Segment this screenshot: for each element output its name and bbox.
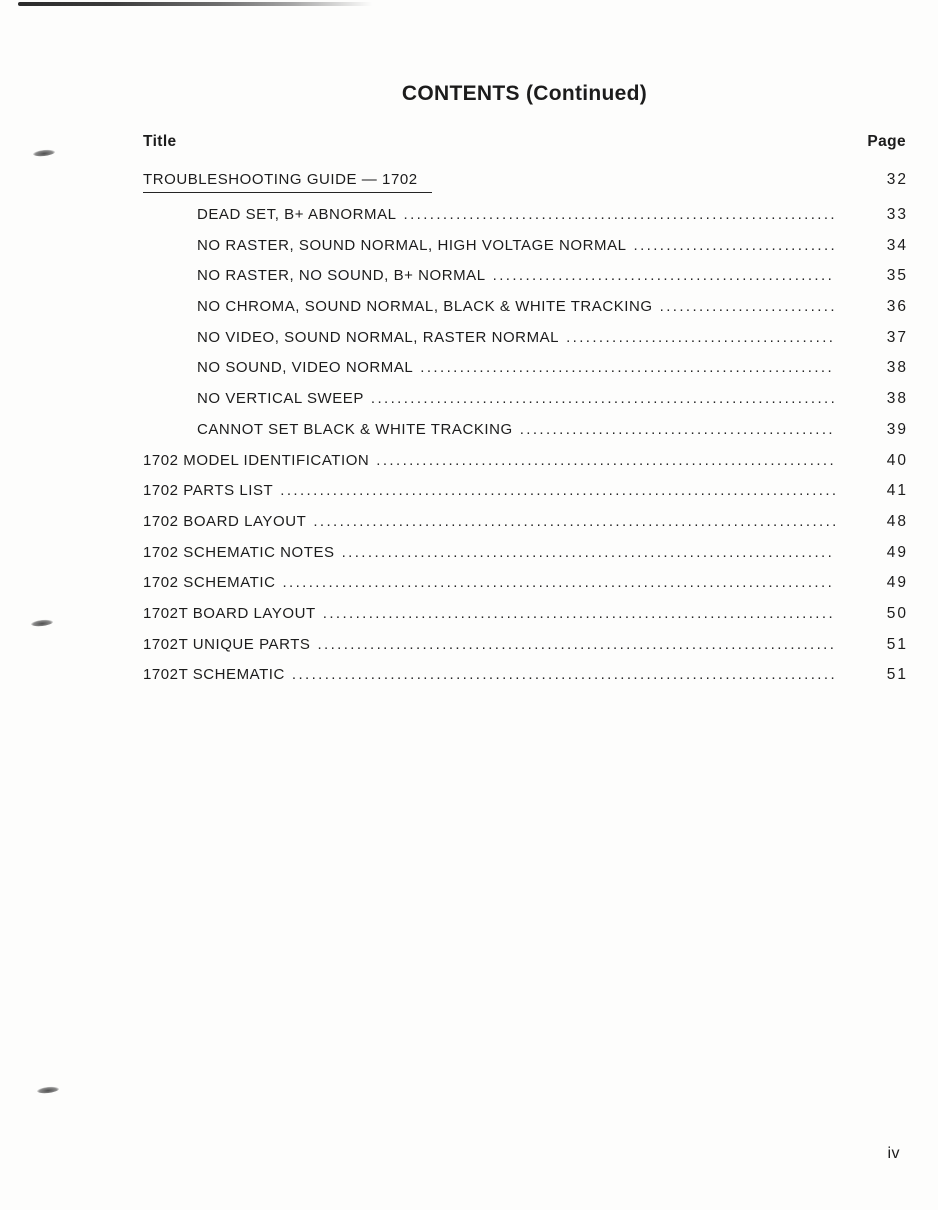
toc-entry-page: 50	[886, 604, 908, 622]
toc-entry-page: 41	[886, 482, 908, 500]
toc-entry-page: 38	[886, 359, 908, 377]
toc-entry-label: 1702 BOARD LAYOUT	[143, 512, 307, 530]
toc-entry-label: NO RASTER, SOUND NORMAL, HIGH VOLTAGE NORMAL	[197, 236, 627, 254]
toc-entry-page: 35	[886, 267, 908, 285]
toc-row	[143, 421, 906, 452]
toc-entry-page: 49	[886, 574, 908, 592]
toc-row	[143, 636, 906, 667]
dot-leader	[323, 605, 835, 622]
dot-leader	[566, 329, 835, 346]
toc-entry-page: 40	[886, 451, 908, 469]
dot-leader	[376, 452, 835, 469]
dot-leader	[282, 574, 835, 591]
toc-entry-page: 48	[886, 512, 908, 530]
toc-row	[143, 574, 906, 605]
dot-leader	[317, 636, 835, 653]
toc-row	[143, 359, 906, 390]
toc-row	[143, 298, 906, 329]
toc-section-row	[143, 171, 906, 206]
toc-row	[143, 390, 906, 421]
toc-entry-label: NO SOUND, VIDEO NORMAL	[197, 359, 414, 377]
toc-list	[143, 171, 906, 697]
toc-row	[143, 329, 906, 360]
toc-entry-page: 49	[886, 543, 908, 561]
dot-leader	[634, 237, 835, 254]
scan-artifact-margin-mark	[33, 149, 56, 157]
toc-row	[143, 544, 906, 575]
toc-row	[143, 666, 906, 697]
toc-entry-label: CANNOT SET BLACK & WHITE TRACKING	[197, 420, 513, 438]
scan-artifact-margin-mark	[37, 1086, 60, 1094]
toc-row	[143, 452, 906, 483]
toc-entry-label: NO RASTER, NO SOUND, B+ NORMAL	[197, 267, 486, 285]
toc-row	[143, 267, 906, 298]
toc-entry-label: 1702 SCHEMATIC NOTES	[143, 543, 335, 561]
dot-leader	[371, 390, 835, 407]
toc-entry-label: 1702T SCHEMATIC	[143, 666, 285, 684]
toc-entry-page: 36	[886, 298, 908, 316]
toc-row	[143, 237, 906, 268]
folio-page-number: iv	[887, 1145, 900, 1162]
scan-artifact-top-line	[18, 2, 383, 6]
toc-entry-page: 51	[886, 666, 908, 684]
toc-entry-label: NO VIDEO, SOUND NORMAL, RASTER NORMAL	[197, 328, 560, 346]
toc-entry-page: 33	[886, 206, 908, 223]
dot-leader	[342, 544, 835, 561]
toc-entry-label: 1702T BOARD LAYOUT	[143, 604, 316, 622]
page-title: CONTENTS (Continued)	[401, 82, 648, 105]
toc-entry-page: 38	[886, 390, 908, 408]
toc-entry-page: 34	[886, 236, 908, 254]
toc-entry-label: NO CHROMA, SOUND NORMAL, BLACK & WHITE TRACKING	[197, 298, 653, 316]
toc-entry-page: 39	[886, 420, 908, 438]
toc-entry-label: DEAD SET, B+ ABNORMAL	[197, 206, 397, 223]
dot-leader	[493, 267, 835, 284]
toc-content	[143, 83, 906, 697]
toc-section-label: TROUBLESHOOTING GUIDE — 1702	[143, 171, 432, 193]
column-header-title: Title	[143, 133, 177, 150]
column-header-page: Page	[867, 133, 906, 150]
toc-entry-label: 1702 MODEL IDENTIFICATION	[143, 451, 370, 469]
toc-row	[143, 482, 906, 513]
dot-leader	[404, 206, 835, 223]
toc-entry-label: 1702 SCHEMATIC	[143, 574, 276, 592]
toc-row	[143, 206, 906, 237]
toc-entry-page: 37	[886, 328, 908, 346]
dot-leader	[520, 421, 835, 438]
dot-leader	[420, 359, 835, 376]
dot-leader	[280, 482, 835, 499]
column-headers	[143, 133, 906, 150]
toc-entry-label: NO VERTICAL SWEEP	[197, 390, 364, 408]
toc-entry-label: 1702T UNIQUE PARTS	[143, 635, 311, 653]
dot-leader	[313, 513, 835, 530]
dot-leader	[660, 298, 835, 315]
toc-row	[143, 605, 906, 636]
dot-leader	[292, 666, 835, 683]
toc-entry-label: 1702 PARTS LIST	[143, 482, 274, 500]
toc-row	[143, 513, 906, 544]
toc-entry-page: 51	[886, 635, 908, 653]
toc-section-page: 32	[886, 171, 908, 188]
scan-artifact-margin-mark	[31, 619, 54, 627]
